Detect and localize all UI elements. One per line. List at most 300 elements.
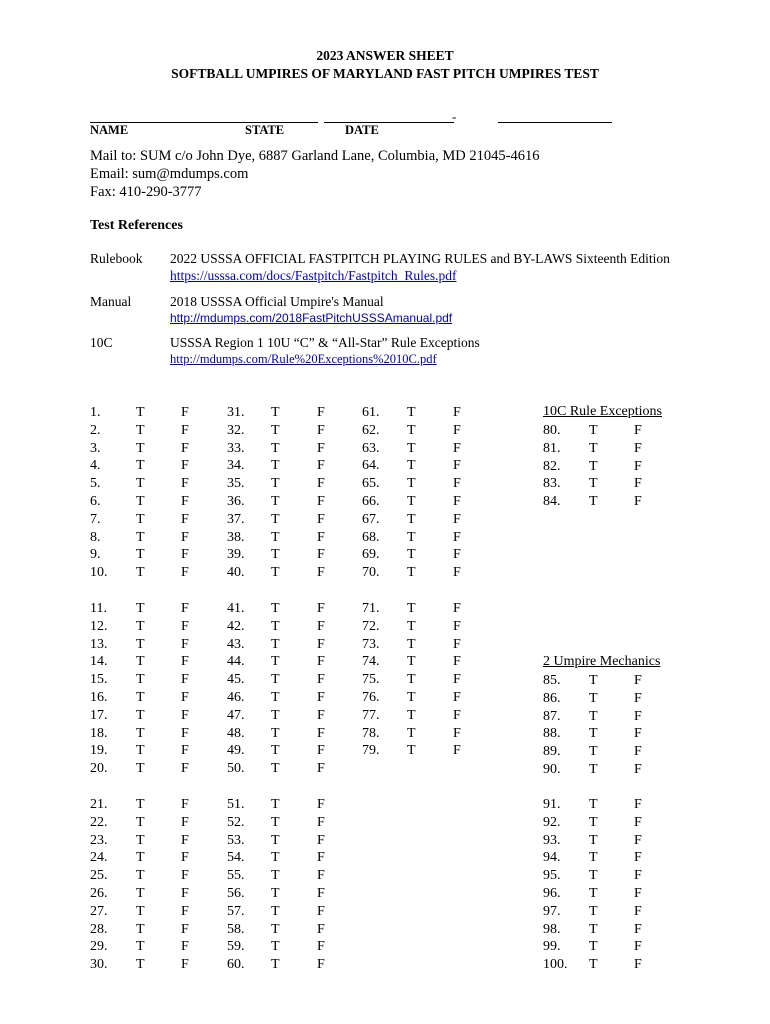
- false-option[interactable]: F: [181, 850, 189, 866]
- false-option[interactable]: F: [634, 868, 642, 884]
- false-option[interactable]: F: [453, 743, 461, 759]
- true-option[interactable]: T: [136, 529, 145, 545]
- false-option[interactable]: F: [317, 672, 325, 688]
- question-number: 65.: [362, 476, 380, 492]
- question-number: 8.: [90, 529, 101, 545]
- date-line[interactable]: [498, 122, 612, 123]
- false-option[interactable]: F: [634, 708, 642, 724]
- false-option[interactable]: F: [634, 423, 642, 438]
- question-number: 35.: [227, 476, 245, 492]
- false-option[interactable]: F: [181, 814, 189, 830]
- true-option[interactable]: T: [271, 921, 280, 937]
- false-option[interactable]: F: [453, 725, 461, 741]
- true-option[interactable]: T: [136, 743, 145, 759]
- false-option[interactable]: F: [181, 547, 189, 563]
- true-option[interactable]: T: [589, 903, 598, 919]
- true-option[interactable]: T: [271, 529, 280, 545]
- false-option[interactable]: F: [634, 850, 642, 866]
- question-number: 72.: [362, 618, 380, 634]
- false-option[interactable]: F: [634, 797, 642, 812]
- question-number: 63.: [362, 440, 380, 456]
- true-option[interactable]: T: [271, 458, 280, 474]
- false-option[interactable]: F: [634, 726, 642, 742]
- true-option[interactable]: T: [407, 725, 416, 741]
- true-option[interactable]: T: [271, 422, 280, 438]
- true-option[interactable]: T: [271, 690, 280, 705]
- true-option[interactable]: T: [271, 797, 280, 812]
- false-option[interactable]: F: [317, 761, 325, 777]
- true-option[interactable]: T: [136, 476, 145, 492]
- question-number: 24.: [90, 850, 108, 866]
- false-option[interactable]: F: [317, 921, 325, 937]
- question-number: 11.: [90, 601, 107, 616]
- question-number: 3.: [90, 440, 101, 456]
- false-option[interactable]: F: [317, 440, 325, 456]
- true-option[interactable]: T: [589, 832, 598, 848]
- dash-mark: -: [452, 109, 457, 124]
- true-option[interactable]: T: [136, 672, 145, 688]
- question-number: 74.: [362, 654, 380, 670]
- false-option[interactable]: F: [634, 673, 642, 688]
- true-option[interactable]: T: [271, 601, 280, 616]
- true-option[interactable]: T: [136, 957, 145, 973]
- false-option[interactable]: F: [317, 743, 325, 759]
- false-option[interactable]: F: [181, 939, 189, 955]
- false-option[interactable]: F: [181, 476, 189, 492]
- true-option[interactable]: T: [271, 440, 280, 456]
- false-option[interactable]: F: [453, 672, 461, 688]
- false-option[interactable]: F: [317, 690, 325, 705]
- false-option[interactable]: F: [181, 797, 189, 812]
- question-number: 84.: [543, 494, 561, 510]
- false-option[interactable]: F: [317, 601, 325, 616]
- true-option[interactable]: T: [407, 672, 416, 688]
- question-number: 10.: [90, 565, 108, 581]
- false-option[interactable]: F: [181, 868, 189, 884]
- false-option[interactable]: F: [317, 886, 325, 901]
- true-option[interactable]: T: [589, 868, 598, 884]
- false-option[interactable]: F: [317, 903, 325, 919]
- question-number: 16.: [90, 690, 108, 705]
- false-option[interactable]: F: [634, 886, 642, 901]
- true-option[interactable]: T: [589, 726, 598, 742]
- rulebook-label: Rulebook: [90, 251, 143, 266]
- false-option[interactable]: F: [317, 797, 325, 812]
- true-option[interactable]: T: [407, 422, 416, 438]
- true-option[interactable]: T: [271, 654, 280, 670]
- true-option[interactable]: T: [136, 832, 145, 848]
- question-number: 29.: [90, 939, 108, 955]
- true-option[interactable]: T: [407, 405, 416, 420]
- true-option[interactable]: T: [589, 886, 598, 901]
- question-number: 66.: [362, 494, 380, 509]
- question-number: 12.: [90, 618, 108, 634]
- true-option[interactable]: T: [136, 868, 145, 884]
- false-option[interactable]: F: [317, 868, 325, 884]
- true-option[interactable]: T: [271, 957, 280, 973]
- false-option[interactable]: F: [181, 903, 189, 919]
- false-option[interactable]: F: [181, 832, 189, 848]
- question-number: 82.: [543, 458, 561, 474]
- false-option[interactable]: F: [453, 618, 461, 634]
- false-option[interactable]: F: [634, 744, 642, 760]
- question-number: 4.: [90, 458, 101, 474]
- false-option[interactable]: F: [634, 458, 642, 474]
- false-option[interactable]: F: [181, 440, 189, 456]
- question-number: 71.: [362, 601, 380, 616]
- false-option[interactable]: F: [317, 636, 325, 652]
- false-option[interactable]: F: [634, 762, 642, 777]
- true-option[interactable]: T: [136, 440, 145, 456]
- true-option[interactable]: T: [407, 529, 416, 545]
- true-option[interactable]: T: [407, 654, 416, 670]
- false-option[interactable]: F: [181, 725, 189, 741]
- false-option[interactable]: F: [181, 601, 189, 616]
- question-number: 61.: [362, 405, 380, 420]
- false-option[interactable]: F: [317, 511, 325, 527]
- question-number: 19.: [90, 743, 108, 759]
- false-option[interactable]: F: [181, 957, 189, 973]
- true-option[interactable]: T: [407, 476, 416, 492]
- true-option[interactable]: T: [136, 886, 145, 901]
- question-number: 41.: [227, 601, 245, 616]
- false-option[interactable]: F: [181, 707, 189, 723]
- state-label: STATE: [245, 123, 285, 137]
- true-option[interactable]: T: [136, 405, 145, 420]
- true-option[interactable]: T: [136, 707, 145, 723]
- question-number: 92.: [543, 814, 561, 830]
- true-option[interactable]: T: [407, 511, 416, 527]
- question-number: 34.: [227, 458, 245, 474]
- question-number: 20.: [90, 761, 108, 777]
- false-option[interactable]: F: [634, 690, 642, 706]
- question-number: 90.: [543, 762, 561, 777]
- false-option[interactable]: F: [317, 405, 325, 420]
- question-number: 83.: [543, 476, 561, 492]
- question-number: 51.: [227, 797, 245, 812]
- manual-title: 2018 USSSA Official Umpire's Manual: [170, 294, 384, 309]
- true-option[interactable]: T: [271, 405, 280, 420]
- false-option[interactable]: F: [317, 458, 325, 474]
- true-option[interactable]: T: [271, 832, 280, 848]
- false-option[interactable]: F: [317, 939, 325, 955]
- false-option[interactable]: F: [317, 654, 325, 670]
- true-option[interactable]: T: [407, 458, 416, 474]
- false-option[interactable]: F: [181, 565, 189, 581]
- true-option[interactable]: T: [589, 939, 598, 955]
- false-option[interactable]: F: [317, 529, 325, 545]
- question-number: 79.: [362, 743, 380, 759]
- true-option[interactable]: T: [589, 708, 598, 724]
- question-number: 43.: [227, 636, 245, 652]
- false-option[interactable]: F: [453, 547, 461, 563]
- false-option[interactable]: F: [317, 725, 325, 741]
- question-number: 46.: [227, 690, 245, 705]
- false-option[interactable]: F: [317, 565, 325, 581]
- question-number: 2.: [90, 422, 101, 438]
- question-number: 96.: [543, 886, 561, 901]
- true-option[interactable]: T: [136, 797, 145, 812]
- false-option[interactable]: F: [634, 921, 642, 937]
- true-option[interactable]: T: [589, 458, 598, 474]
- false-option[interactable]: F: [317, 547, 325, 563]
- question-number: 99.: [543, 939, 561, 955]
- false-option[interactable]: F: [317, 422, 325, 438]
- true-option[interactable]: T: [407, 547, 416, 563]
- question-number: 45.: [227, 672, 245, 688]
- true-option[interactable]: T: [589, 423, 598, 438]
- true-option[interactable]: T: [271, 511, 280, 527]
- false-option[interactable]: F: [453, 707, 461, 723]
- question-number: 95.: [543, 868, 561, 884]
- state-line[interactable]: [324, 122, 454, 123]
- question-number: 22.: [90, 814, 108, 830]
- question-number: 49.: [227, 743, 245, 759]
- question-number: 97.: [543, 903, 561, 919]
- false-option[interactable]: F: [181, 422, 189, 438]
- true-option[interactable]: T: [271, 761, 280, 777]
- true-option[interactable]: T: [589, 957, 598, 973]
- fax-number: Fax: 410-290-3777: [90, 184, 202, 200]
- false-option[interactable]: F: [181, 672, 189, 688]
- true-option[interactable]: T: [271, 814, 280, 830]
- true-option[interactable]: T: [589, 690, 598, 706]
- false-option[interactable]: F: [453, 476, 461, 492]
- question-number: 9.: [90, 547, 101, 563]
- question-number: 37.: [227, 511, 245, 527]
- question-number: 88.: [543, 726, 561, 742]
- false-option[interactable]: F: [453, 458, 461, 474]
- true-option[interactable]: T: [271, 868, 280, 884]
- question-number: 14.: [90, 654, 108, 670]
- true-option[interactable]: T: [271, 903, 280, 919]
- true-option[interactable]: T: [407, 636, 416, 652]
- true-option[interactable]: T: [407, 743, 416, 759]
- question-number: 32.: [227, 422, 245, 438]
- question-number: 26.: [90, 886, 108, 901]
- false-option[interactable]: F: [181, 636, 189, 652]
- true-option[interactable]: T: [589, 762, 598, 777]
- true-option[interactable]: T: [589, 476, 598, 492]
- false-option[interactable]: F: [317, 476, 325, 492]
- question-number: 31.: [227, 405, 245, 420]
- false-option[interactable]: F: [634, 476, 642, 492]
- true-option[interactable]: T: [136, 636, 145, 652]
- false-option[interactable]: F: [453, 440, 461, 456]
- false-option[interactable]: F: [317, 832, 325, 848]
- true-option[interactable]: T: [136, 565, 145, 581]
- question-number: 40.: [227, 565, 245, 581]
- true-option[interactable]: T: [271, 707, 280, 723]
- true-option[interactable]: T: [136, 618, 145, 634]
- rulebook-title: 2022 USSSA OFFICIAL FASTPITCH PLAYING RULES and BY-LAWS Sixteenth Edition: [170, 251, 670, 266]
- false-option[interactable]: F: [634, 957, 642, 973]
- question-number: 57.: [227, 903, 245, 919]
- question-number: 78.: [362, 725, 380, 741]
- true-option[interactable]: T: [271, 672, 280, 688]
- question-number: 13.: [90, 636, 108, 652]
- question-number: 42.: [227, 618, 245, 634]
- false-option[interactable]: F: [453, 405, 461, 420]
- false-option[interactable]: F: [317, 494, 325, 509]
- true-option[interactable]: T: [271, 743, 280, 759]
- question-number: 33.: [227, 440, 245, 456]
- true-option[interactable]: T: [407, 707, 416, 723]
- false-option[interactable]: F: [453, 690, 461, 705]
- true-option[interactable]: T: [271, 886, 280, 901]
- question-number: 18.: [90, 725, 108, 741]
- question-number: 7.: [90, 511, 101, 527]
- question-number: 62.: [362, 422, 380, 438]
- false-option[interactable]: F: [453, 601, 461, 616]
- true-option[interactable]: T: [271, 636, 280, 652]
- true-option[interactable]: T: [136, 511, 145, 527]
- email-address: Email: sum@mdumps.com: [90, 166, 249, 182]
- false-option[interactable]: F: [181, 690, 189, 705]
- true-option[interactable]: T: [407, 601, 416, 616]
- true-option[interactable]: T: [589, 440, 598, 456]
- question-number: 98.: [543, 921, 561, 937]
- false-option[interactable]: F: [453, 654, 461, 670]
- false-option[interactable]: F: [453, 494, 461, 509]
- false-option[interactable]: F: [453, 565, 461, 581]
- true-option[interactable]: T: [136, 761, 145, 777]
- question-number: 73.: [362, 636, 380, 652]
- true-option[interactable]: T: [136, 725, 145, 741]
- true-option[interactable]: T: [136, 814, 145, 830]
- question-number: 93.: [543, 832, 561, 848]
- true-option[interactable]: T: [589, 797, 598, 812]
- true-option[interactable]: T: [271, 494, 280, 509]
- true-option[interactable]: T: [407, 690, 416, 705]
- question-number: 1.: [90, 405, 101, 420]
- question-number: 100.: [543, 957, 568, 973]
- question-number: 85.: [543, 673, 561, 688]
- page-subtitle: SOFTBALL UMPIRES OF MARYLAND FAST PITCH UMPIRES TEST: [171, 66, 599, 81]
- true-option[interactable]: T: [589, 921, 598, 937]
- true-option[interactable]: T: [136, 850, 145, 866]
- question-number: 17.: [90, 707, 108, 723]
- false-option[interactable]: F: [453, 511, 461, 527]
- true-option[interactable]: T: [136, 690, 145, 705]
- true-option[interactable]: T: [136, 547, 145, 563]
- question-number: 25.: [90, 868, 108, 884]
- true-option[interactable]: T: [136, 458, 145, 474]
- false-option[interactable]: F: [453, 422, 461, 438]
- question-number: 89.: [543, 744, 561, 760]
- references-heading: Test References: [90, 218, 183, 233]
- false-option[interactable]: F: [634, 939, 642, 955]
- rulebook-link[interactable]: https://usssa.com/docs/Fastpitch/Fastpitch_Rules.pdf: [170, 268, 457, 283]
- true-option[interactable]: T: [136, 903, 145, 919]
- false-option[interactable]: F: [453, 636, 461, 652]
- false-option[interactable]: F: [181, 618, 189, 634]
- question-number: 86.: [543, 690, 561, 706]
- question-number: 64.: [362, 458, 380, 474]
- question-number: 53.: [227, 832, 245, 848]
- tenc-label: 10C: [90, 335, 113, 350]
- question-number: 28.: [90, 921, 108, 937]
- false-option[interactable]: F: [181, 921, 189, 937]
- question-number: 6.: [90, 494, 101, 509]
- question-number: 23.: [90, 832, 108, 848]
- true-option[interactable]: T: [271, 476, 280, 492]
- question-number: 67.: [362, 511, 380, 527]
- false-option[interactable]: F: [634, 494, 642, 510]
- true-option[interactable]: T: [271, 850, 280, 866]
- false-option[interactable]: F: [317, 957, 325, 973]
- true-option[interactable]: T: [136, 921, 145, 937]
- false-option[interactable]: F: [317, 707, 325, 723]
- false-option[interactable]: F: [634, 832, 642, 848]
- false-option[interactable]: F: [317, 850, 325, 866]
- false-option[interactable]: F: [181, 654, 189, 670]
- false-option[interactable]: F: [181, 405, 189, 420]
- true-option[interactable]: T: [407, 565, 416, 581]
- page-title: 2023 ANSWER SHEET: [316, 48, 454, 63]
- true-option[interactable]: T: [136, 654, 145, 670]
- question-number: 15.: [90, 672, 108, 688]
- question-number: 68.: [362, 529, 380, 545]
- false-option[interactable]: F: [634, 440, 642, 456]
- false-option[interactable]: F: [181, 511, 189, 527]
- question-number: 54.: [227, 850, 245, 866]
- question-number: 30.: [90, 957, 108, 973]
- question-number: 27.: [90, 903, 108, 919]
- manual-link[interactable]: http://mdumps.com/2018FastPitchUSSSAmanual.pdf: [170, 311, 453, 325]
- false-option[interactable]: F: [181, 458, 189, 474]
- true-option[interactable]: T: [271, 565, 280, 581]
- true-option[interactable]: T: [271, 618, 280, 634]
- false-option[interactable]: F: [634, 814, 642, 830]
- question-number: 58.: [227, 921, 245, 937]
- question-number: 77.: [362, 707, 380, 723]
- true-option[interactable]: T: [271, 547, 280, 563]
- false-option[interactable]: F: [634, 903, 642, 919]
- true-option[interactable]: T: [589, 850, 598, 866]
- question-number: 52.: [227, 814, 245, 830]
- true-option[interactable]: T: [271, 939, 280, 955]
- question-number: 69.: [362, 547, 380, 563]
- section-10c-heading: 10C Rule Exceptions: [543, 404, 662, 419]
- false-option[interactable]: F: [181, 886, 189, 901]
- true-option[interactable]: T: [136, 939, 145, 955]
- false-option[interactable]: F: [181, 761, 189, 777]
- false-option[interactable]: F: [181, 743, 189, 759]
- true-option[interactable]: T: [589, 744, 598, 760]
- false-option[interactable]: F: [453, 529, 461, 545]
- true-option[interactable]: T: [136, 422, 145, 438]
- section-mechanics-heading: 2 Umpire Mechanics: [543, 654, 661, 669]
- question-number: 70.: [362, 565, 380, 581]
- true-option[interactable]: T: [589, 673, 598, 688]
- true-option[interactable]: T: [271, 725, 280, 741]
- false-option[interactable]: F: [181, 529, 189, 545]
- true-option[interactable]: T: [407, 440, 416, 456]
- question-number: 44.: [227, 654, 245, 670]
- false-option[interactable]: F: [181, 494, 189, 509]
- true-option[interactable]: T: [136, 601, 145, 616]
- true-option[interactable]: T: [407, 618, 416, 634]
- true-option[interactable]: T: [136, 494, 145, 509]
- true-option[interactable]: T: [589, 494, 598, 510]
- false-option[interactable]: F: [317, 814, 325, 830]
- question-number: 56.: [227, 886, 245, 901]
- false-option[interactable]: F: [317, 618, 325, 634]
- true-option[interactable]: T: [407, 494, 416, 509]
- true-option[interactable]: T: [589, 814, 598, 830]
- tenc-link[interactable]: http://mdumps.com/Rule%20Exceptions%2010C.pdf: [170, 352, 437, 366]
